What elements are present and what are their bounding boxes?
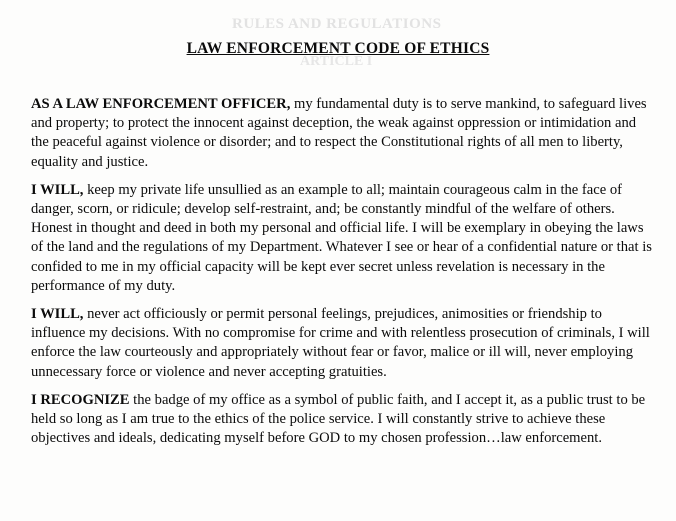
paragraph-lead: I WILL, (31, 181, 84, 198)
document-title: LAW ENFORCEMENT CODE OF ETHICS (186, 40, 490, 57)
paragraph-text: my fundamental duty is to serve mankind, to safeguard lives and property; to protect the innocent against deception, the weak against oppression or intimidation and the peaceful against violence or disorder; and to respect the Constitutional rights of all men to liberty, equality and justice. (31, 96, 647, 170)
paragraph-impartiality (31, 305, 655, 382)
bleed-through-subheading: ARTICLE I (300, 54, 373, 69)
paragraph-text: keep my private life unsullied as an example to all; maintain courageous calm in the face of danger, scorn, or ridicule; develop self-restraint, and; be constantly mindful of the welfare of others. Honest in thought and deed in both my personal and official life. I will be exemplary in obeying the laws of the land and the regulations of my Department. Whatever I see or hear of a confidential nature or that is confided to me in my official capacity will be kept ever secret unless revelation is necessary in the performance of my duty. (31, 181, 652, 294)
paragraph-lead: I WILL, (31, 306, 84, 323)
paragraph-text: the badge of my office as a symbol of public faith, and I accept it, as a public trust to be held so long as I am true to the ethics of the police service. I will constantly strive to achieve these objectives and ideals, dedicating myself before GOD to my chosen profession…law enforcement. (31, 391, 646, 447)
paragraph-badge (31, 391, 655, 449)
paragraph-private-life (31, 181, 655, 296)
paragraph-officer-duty (31, 95, 655, 172)
paragraph-lead: I RECOGNIZE (31, 391, 130, 408)
paragraph-lead: AS A LAW ENFORCEMENT OFFICER, (31, 96, 291, 112)
paragraph-text: never act officiously or permit personal feelings, prejudices, animosities or friendship to influence my decisions. With no compromise for crime and with relentless prosecution of criminals, I will enforce the law courteously and appropriately without fear or favor, malice or ill will, never employing unnecessary force or violence and never accepting gratuities. (31, 306, 650, 380)
bleed-through-heading: RULES AND REGULATIONS (232, 16, 442, 32)
document-body (31, 95, 655, 457)
